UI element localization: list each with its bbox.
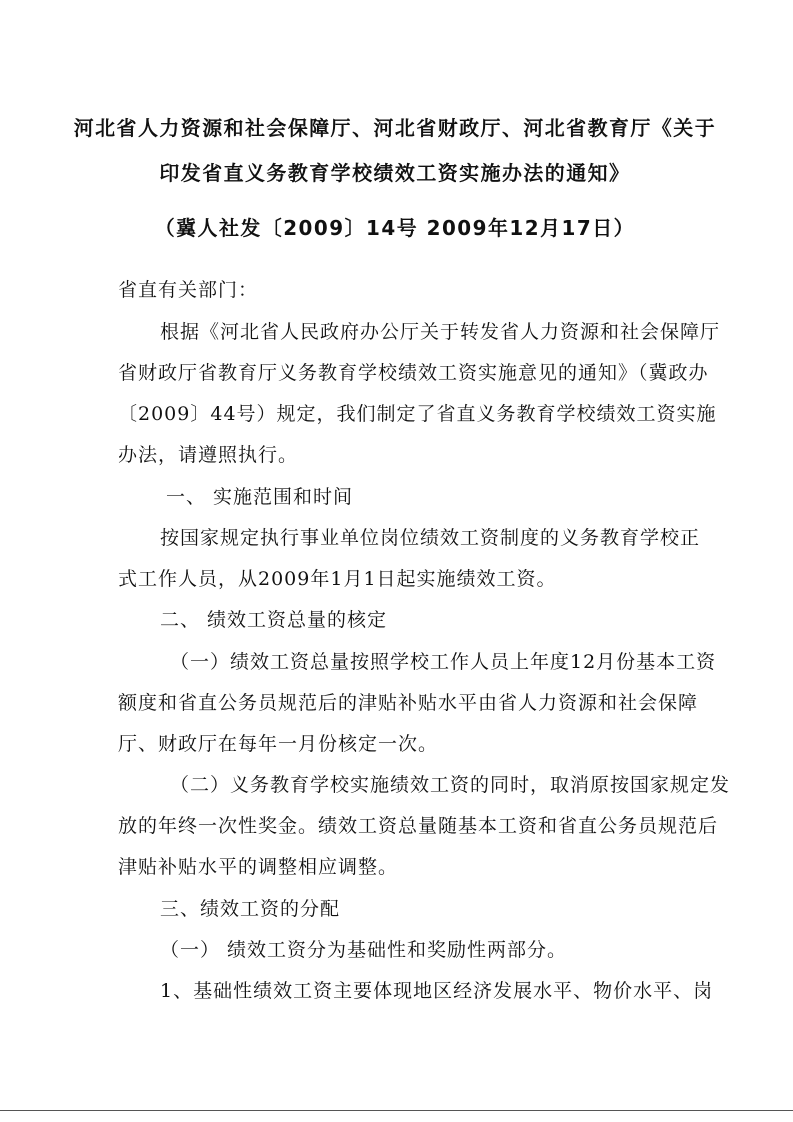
- paragraph-line: 办法，请遵照执行。: [118, 444, 299, 466]
- paragraph-line: （一）绩效工资总量按照学校工作人员上年度12月份基本工资: [170, 651, 717, 673]
- paragraph-line: 放的年终一次性奖金。绩效工资总量随基本工资和省直公务员规范后: [118, 815, 719, 837]
- paragraph-line: 式工作人员，从2009年1月1日起实施绩效工资。: [118, 568, 557, 590]
- paragraph-line: 按国家规定执行事业单位岗位绩效工资制度的义务教育学校正: [160, 527, 701, 549]
- paragraph-line: （二）义务教育学校实施绩效工资的同时，取消原按国家规定发: [170, 774, 731, 796]
- paragraph-line: 1、基础性绩效工资主要体现地区经济发展水平、物价水平、岗: [160, 980, 714, 1002]
- document-number: （冀人社发〔2009〕14号 2009年12月17日）: [154, 216, 636, 240]
- section-heading: 一、 实施范围和时间: [166, 486, 354, 508]
- paragraph-line: 额度和省直公务员规范后的津贴补贴水平由省人力资源和社会保障: [118, 692, 699, 714]
- paragraph-line: 津贴补贴水平的调整相应调整。: [118, 856, 399, 878]
- paragraph-line: 根据《河北省人民政府办公厅关于转发省人力资源和社会保障厅: [160, 321, 721, 343]
- section-heading: 三、绩效工资的分配: [160, 898, 341, 920]
- page-bottom-rule: [0, 1110, 793, 1111]
- document-title-line-1: 河北省人力资源和社会保障厅、河北省财政厅、河北省教育厅《关于: [73, 116, 717, 140]
- section-heading: 二、 绩效工资总量的核定: [160, 609, 388, 631]
- paragraph-line: 省财政厅省教育厅义务教育学校绩效工资实施意见的通知》（冀政办: [118, 362, 709, 384]
- paragraph-line: 厅、财政厅在每年一月份核定一次。: [118, 733, 439, 755]
- document-title-line-2: 印发省直义务教育学校绩效工资实施办法的通知》: [159, 161, 631, 185]
- paragraph-line: （一） 绩效工资分为基础性和奖励性两部分。: [160, 939, 568, 961]
- addressee: 省直有关部门：: [118, 279, 259, 301]
- paragraph-line: 〔2009〕44号）规定，我们制定了省直义务教育学校绩效工资实施: [118, 403, 717, 425]
